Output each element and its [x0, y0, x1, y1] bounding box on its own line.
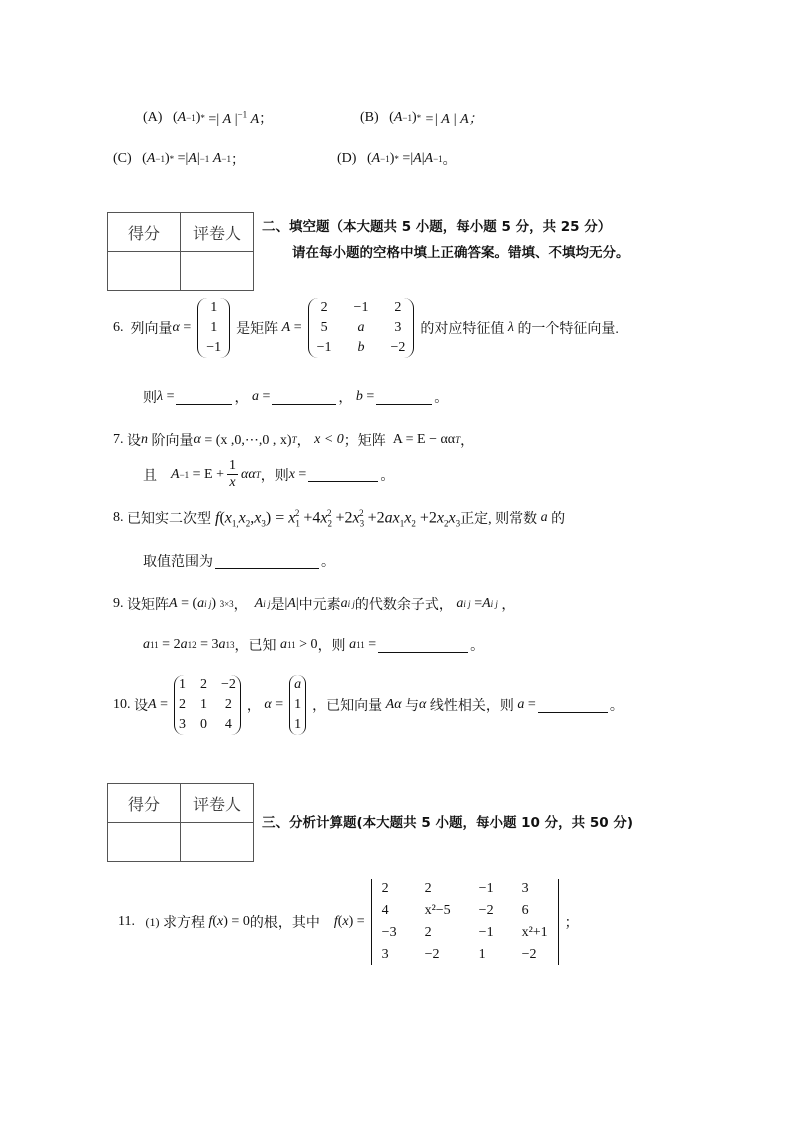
- cell: x²+1: [521, 925, 548, 940]
- math: = (x ,0,⋯,0 , x): [204, 432, 292, 448]
- fraction: $\frac{1}{x}$: [228, 458, 236, 490]
- x-blank[interactable]: [308, 467, 378, 482]
- score-header: 得分: [108, 213, 181, 252]
- text: ；矩阵: [343, 434, 386, 449]
- lambda-blank[interactable]: [176, 390, 232, 405]
- math: = E +: [192, 466, 224, 482]
- cell: 2: [224, 697, 232, 712]
- cell: 2: [381, 881, 389, 896]
- cell: 3: [178, 717, 186, 732]
- score-header: 得分: [108, 784, 181, 823]
- option-b: (B) ( A −1 ) * =| A | A；: [360, 110, 483, 127]
- text: ，则: [317, 639, 346, 654]
- section-2-title: 二、填空题（本大题共 5 小题，每小题 5 分，共 25 分）: [262, 219, 612, 235]
- question-8: 8. 已知实二次型 $f(x_{1,}x_2,x_3) = x_1^2 +4x_2^2 +2x_3^2 +2ax_1x_2 +2x_2x_3$ 正定, 则常数 a 的: [113, 508, 566, 529]
- question-number: 11.: [118, 914, 135, 929]
- cell: 1: [210, 320, 218, 335]
- cell: b: [357, 340, 365, 355]
- text: ；: [564, 916, 579, 931]
- text: 的代数余子式，: [354, 598, 453, 613]
- cell: 1: [210, 300, 218, 315]
- text: ，已知向量: [312, 699, 383, 714]
- text: 取值范围为: [143, 555, 213, 570]
- text: 与: [405, 699, 420, 714]
- question-8-line2: [143, 551, 335, 571]
- text: 。: [321, 555, 335, 570]
- determinant: [371, 879, 559, 965]
- cell: −1: [316, 340, 332, 355]
- text: 求方程: [162, 916, 205, 931]
- grader-header: 评卷人: [181, 213, 254, 252]
- text: 的一个特征向量.: [517, 322, 619, 337]
- cell: x²−5: [424, 903, 451, 918]
- range-blank[interactable]: [215, 554, 319, 569]
- math: x < 0: [314, 432, 344, 447]
- cell: 1: [178, 677, 186, 692]
- score-table: [107, 212, 254, 291]
- matrix-a: [308, 298, 415, 358]
- question-6: 6. 列向量 α = 1 1 −1 是矩阵 A = 2 −1 2 5 a 3 −1 b −2 的对应特征值 λ 的一个特征向量.: [113, 298, 619, 358]
- part-label: (1): [145, 914, 160, 929]
- cell: 1: [478, 947, 486, 962]
- score-cell[interactable]: [108, 252, 181, 291]
- cell: 2: [394, 300, 402, 315]
- section-3-title: 三、分析计算题(本大题共 5 小题，每小题 10 分，共 50 分): [262, 815, 634, 831]
- section-2-instruction: 请在每小题的空格中填上正确答案。错填、不填均无分。: [292, 245, 630, 261]
- text: 线性相关，则: [429, 699, 514, 714]
- text: 列向量: [130, 322, 173, 337]
- text: 的: [551, 512, 566, 528]
- question-number: 10.: [113, 697, 131, 712]
- cell: −1: [478, 925, 494, 940]
- text: 。: [434, 391, 449, 406]
- text: 是: [270, 598, 285, 613]
- cell: 5: [320, 320, 328, 335]
- cell: −1: [478, 881, 494, 896]
- option-label: (A): [143, 110, 163, 125]
- text: 阶向量: [151, 434, 194, 449]
- option-a: (A) ( A −1 ) * =| A $|^{-1}$ A；: [143, 109, 274, 127]
- cell: a: [357, 320, 365, 335]
- cell: 3: [521, 881, 529, 896]
- text: 。: [470, 639, 485, 654]
- cell: 4: [381, 903, 389, 918]
- text: 正定, 则常数: [460, 512, 538, 528]
- question-7-line2: 且 A −1 = E + $\frac{1}{x}$ αα T ，则 x = 。: [143, 458, 395, 490]
- cell: 6: [521, 903, 529, 918]
- option-label: (D): [337, 151, 357, 166]
- matrix-a: [174, 675, 241, 735]
- option-d: (D) ( A −1 ) * =| A | A −1 。: [337, 151, 457, 168]
- cell: 3: [381, 947, 389, 962]
- text: 已知实二次型: [127, 512, 211, 528]
- cell: −2: [478, 903, 494, 918]
- question-10: 10. 设 A = 1 2 −2 2 1 2 3 0 4 ， α = a 1 1 ，已知向量 Aα 与 α 线性相关，则 a = 。: [113, 675, 624, 735]
- b-blank[interactable]: [376, 390, 432, 405]
- option-c: (C) ( A −1 ) * =| A | −1 A −1 ；: [113, 151, 245, 168]
- text: 的根，其中: [249, 916, 320, 931]
- cell: 2: [424, 925, 432, 940]
- question-9-line2: a 11 = 2 a 12 = 3 a 13 ， 已知 a 11 > 0 ，则 a 11 = 。: [143, 637, 485, 654]
- cell: 0: [199, 717, 207, 732]
- question-6-answers: 则 λ = ， a = ， b = 。: [143, 389, 449, 406]
- text: 则: [143, 391, 157, 406]
- cell: −2: [390, 340, 406, 355]
- text: 是矩阵: [236, 322, 279, 337]
- text: 已知: [248, 639, 277, 654]
- cell: 2: [320, 300, 328, 315]
- text: 的对应特征值: [420, 322, 505, 337]
- text: ，则: [260, 468, 289, 484]
- cell: 1: [294, 697, 302, 712]
- cell: −2: [220, 677, 236, 692]
- option-label: (B): [360, 110, 379, 125]
- text: 中元素: [298, 598, 341, 613]
- option-label: (C): [113, 151, 132, 166]
- text: 且: [143, 468, 157, 484]
- cell: 3: [394, 320, 402, 335]
- question-7: 7. 设 n 阶向量 α = (x ,0,⋯,0 , x) T ， x < 0 ；矩阵 A = E − αα T ，: [113, 432, 475, 449]
- question-number: 7.: [113, 432, 124, 447]
- score-table: [107, 783, 254, 862]
- cell: 2: [199, 677, 207, 692]
- a-blank[interactable]: [272, 390, 336, 405]
- alpha-vector: [197, 298, 230, 358]
- text: ，: [296, 434, 311, 449]
- option-b-rhs: =| A | A；: [424, 112, 483, 127]
- question-number: 6.: [113, 320, 124, 335]
- cell: a: [294, 677, 302, 692]
- cell: −2: [521, 947, 537, 962]
- cell: −1: [206, 340, 222, 355]
- cell: −3: [381, 925, 397, 940]
- a11-blank[interactable]: [378, 638, 468, 653]
- question-number: 9.: [113, 596, 124, 611]
- alpha-vector: [289, 675, 306, 735]
- grader-cell[interactable]: [181, 252, 254, 291]
- cell: 4: [224, 717, 232, 732]
- question-9: 9. 设矩阵 A = ( a i j ) 3×3 ， A i j 是 | A | 中元素 a i j 的代数余子式， a i j = A i j ，: [113, 596, 516, 613]
- cell: 2: [178, 697, 186, 712]
- a-blank[interactable]: [538, 698, 608, 713]
- cell: −2: [424, 947, 440, 962]
- math: A = E − αα: [392, 432, 456, 447]
- cell: 1: [199, 697, 207, 712]
- text: 。: [380, 468, 395, 484]
- question-11: 11. (1) 求方程 f ( x ) = 0 的根，其中 f ( x ) = 2 2 −1 3 4 x²−5 −2 6 −3 2 −1 x²+1 3 −2 1 −2 ；: [118, 879, 579, 965]
- cell: 2: [424, 881, 432, 896]
- grader-cell[interactable]: [181, 823, 254, 862]
- grader-header: 评卷人: [181, 784, 254, 823]
- question-number: 8.: [113, 510, 124, 526]
- cell: −1: [353, 300, 369, 315]
- text: 设矩阵: [127, 598, 169, 613]
- text: 。: [609, 699, 624, 714]
- score-cell[interactable]: [108, 823, 181, 862]
- text: 设: [134, 699, 148, 714]
- text: 设: [127, 434, 141, 449]
- cell: 1: [294, 717, 302, 732]
